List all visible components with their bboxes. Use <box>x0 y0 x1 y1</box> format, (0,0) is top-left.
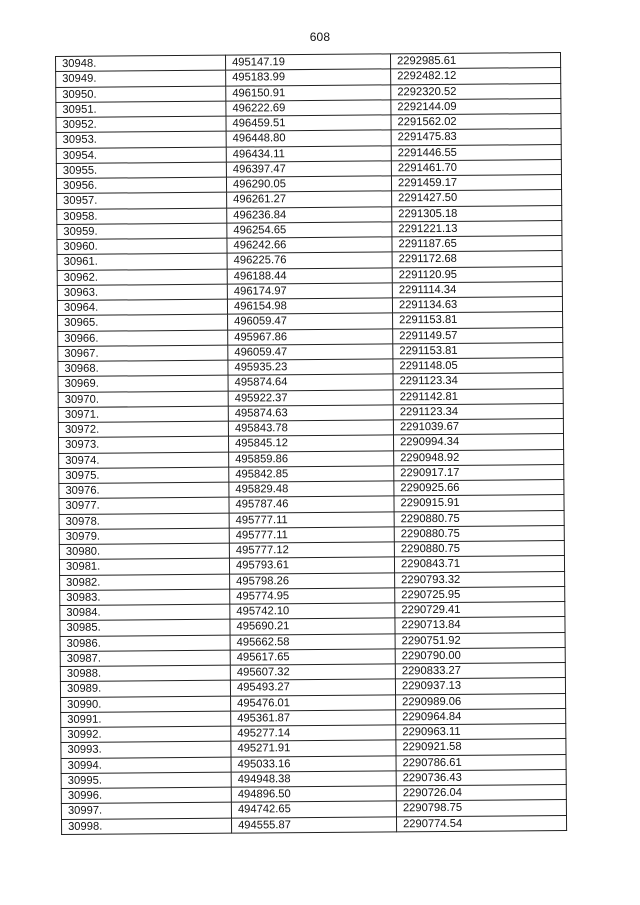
northing-cell: 2290729.41 <box>395 602 565 619</box>
point-number-cell: 30977. <box>59 497 229 514</box>
easting-cell: 495662.58 <box>230 633 395 650</box>
easting-cell: 496236.84 <box>227 206 392 223</box>
easting-cell: 496459.51 <box>226 115 391 132</box>
northing-cell: 2292144.09 <box>391 98 561 115</box>
northing-cell: 2290843.71 <box>394 556 564 573</box>
northing-cell: 2290790.00 <box>395 647 565 664</box>
easting-cell: 496397.47 <box>226 161 391 178</box>
easting-cell: 495033.16 <box>231 755 396 772</box>
easting-cell: 495774.95 <box>230 588 395 605</box>
easting-cell: 496448.80 <box>226 130 391 147</box>
page-number: 608 <box>309 30 331 44</box>
northing-cell: 2291142.81 <box>393 388 563 405</box>
point-number-cell: 30967. <box>58 345 228 362</box>
northing-cell: 2290751.92 <box>395 632 565 649</box>
easting-cell: 495777.12 <box>229 542 394 559</box>
point-number-cell: 30982. <box>60 574 230 591</box>
coordinate-table-container <box>55 52 566 835</box>
easting-cell: 496290.05 <box>226 176 391 193</box>
point-number-cell: 30948. <box>56 55 226 72</box>
easting-cell: 495777.11 <box>229 511 394 528</box>
point-number-cell: 30965. <box>58 314 228 331</box>
easting-cell: 496059.47 <box>228 313 393 330</box>
point-number-cell: 30954. <box>56 147 226 164</box>
easting-cell: 496242.66 <box>227 237 392 254</box>
point-number-cell: 30975. <box>59 467 229 484</box>
point-number-cell: 30994. <box>61 757 231 774</box>
northing-cell: 2291123.34 <box>393 403 563 420</box>
point-number-cell: 30963. <box>57 284 227 301</box>
northing-cell: 2291148.05 <box>393 358 563 375</box>
point-number-cell: 30951. <box>56 101 226 118</box>
point-number-cell: 30987. <box>60 650 230 667</box>
northing-cell: 2291149.57 <box>393 327 563 344</box>
point-number-cell: 30993. <box>61 741 231 758</box>
point-number-cell: 30996. <box>61 787 231 804</box>
northing-cell: 2290917.17 <box>394 464 564 481</box>
easting-cell: 495271.91 <box>231 740 396 757</box>
table-row <box>61 815 566 834</box>
northing-cell: 2290880.75 <box>394 510 564 527</box>
easting-cell: 495798.26 <box>230 572 395 589</box>
easting-cell: 494896.50 <box>231 786 396 803</box>
point-number-cell: 30958. <box>57 208 227 225</box>
point-number-cell: 30949. <box>56 70 226 87</box>
easting-cell: 495476.01 <box>231 694 396 711</box>
point-number-cell: 30968. <box>58 360 228 377</box>
easting-cell: 496222.69 <box>226 100 391 117</box>
northing-cell: 2290948.92 <box>394 449 564 466</box>
easting-cell: 496225.76 <box>227 252 392 269</box>
easting-cell: 494555.87 <box>231 816 396 833</box>
northing-cell: 2291172.68 <box>392 251 562 268</box>
northing-cell: 2290793.32 <box>395 571 565 588</box>
easting-cell: 495277.14 <box>231 725 396 742</box>
easting-cell: 495829.48 <box>229 481 394 498</box>
northing-cell: 2290713.84 <box>395 617 565 634</box>
point-number-cell: 30983. <box>60 589 230 606</box>
easting-cell: 495777.11 <box>229 527 394 544</box>
point-number-cell: 30989. <box>60 680 230 697</box>
northing-cell: 2291475.83 <box>391 129 561 146</box>
easting-cell: 495842.85 <box>229 466 394 483</box>
point-number-cell: 30980. <box>59 543 229 560</box>
easting-cell: 495493.27 <box>230 679 395 696</box>
northing-cell: 2291562.02 <box>391 114 561 131</box>
point-number-cell: 30984. <box>60 604 230 621</box>
point-number-cell: 30966. <box>58 330 228 347</box>
point-number-cell: 30956. <box>56 177 226 194</box>
easting-cell: 495361.87 <box>231 710 396 727</box>
northing-cell: 2290964.84 <box>396 708 566 725</box>
northing-cell: 2291459.17 <box>391 175 561 192</box>
point-number-cell: 30990. <box>61 696 231 713</box>
easting-cell: 495922.37 <box>228 389 393 406</box>
northing-cell: 2291120.95 <box>392 266 562 283</box>
point-number-cell: 30974. <box>59 452 229 469</box>
point-number-cell: 30992. <box>61 726 231 743</box>
point-number-cell: 30960. <box>57 238 227 255</box>
easting-cell: 496150.91 <box>226 84 391 101</box>
point-number-cell: 30973. <box>58 436 228 453</box>
point-number-cell: 30957. <box>57 192 227 209</box>
northing-cell: 2291134.63 <box>392 297 562 314</box>
northing-cell: 2291123.34 <box>393 373 563 390</box>
coordinate-table-body <box>56 53 567 835</box>
northing-cell: 2291187.65 <box>392 236 562 253</box>
point-number-cell: 30969. <box>58 375 228 392</box>
easting-cell: 496174.97 <box>227 283 392 300</box>
point-number-cell: 30991. <box>61 711 231 728</box>
coordinate-table <box>55 52 567 835</box>
easting-cell: 495617.65 <box>230 649 395 666</box>
northing-cell: 2290774.54 <box>396 815 566 832</box>
easting-cell: 494742.65 <box>231 801 396 818</box>
easting-cell: 495147.19 <box>225 54 390 71</box>
easting-cell: 495742.10 <box>230 603 395 620</box>
easting-cell: 495967.86 <box>228 328 393 345</box>
point-number-cell: 30950. <box>56 86 226 103</box>
point-number-cell: 30952. <box>56 116 226 133</box>
northing-cell: 2292320.52 <box>391 83 561 100</box>
point-number-cell: 30953. <box>56 131 226 148</box>
point-number-cell: 30970. <box>58 391 228 408</box>
northing-cell: 2292985.61 <box>390 53 560 70</box>
point-number-cell: 30986. <box>60 635 230 652</box>
northing-cell: 2290915.91 <box>394 495 564 512</box>
easting-cell: 495690.21 <box>230 618 395 635</box>
easting-cell: 495183.99 <box>226 69 391 86</box>
point-number-cell: 30959. <box>57 223 227 240</box>
easting-cell: 496059.47 <box>228 344 393 361</box>
easting-cell: 496154.98 <box>227 298 392 315</box>
point-number-cell: 30955. <box>56 162 226 179</box>
northing-cell: 2290994.34 <box>393 434 563 451</box>
point-number-cell: 30985. <box>60 619 230 636</box>
point-number-cell: 30971. <box>58 406 228 423</box>
easting-cell: 494948.38 <box>231 771 396 788</box>
easting-cell: 495793.61 <box>229 557 394 574</box>
easting-cell: 495935.23 <box>228 359 393 376</box>
northing-cell: 2290989.06 <box>396 693 566 710</box>
easting-cell: 496434.11 <box>226 145 391 162</box>
easting-cell: 495874.64 <box>228 374 393 391</box>
point-number-cell: 30979. <box>59 528 229 545</box>
easting-cell: 495874.63 <box>228 405 393 422</box>
easting-cell: 496261.27 <box>227 191 392 208</box>
easting-cell: 495859.86 <box>229 450 394 467</box>
northing-cell: 2291153.81 <box>393 342 563 359</box>
easting-cell: 495845.12 <box>228 435 393 452</box>
point-number-cell: 30997. <box>61 802 231 819</box>
point-number-cell: 30988. <box>60 665 230 682</box>
point-number-cell: 30964. <box>57 299 227 316</box>
northing-cell: 2290786.61 <box>396 754 566 771</box>
northing-cell: 2290925.66 <box>394 480 564 497</box>
northing-cell: 2290798.75 <box>396 800 566 817</box>
point-number-cell: 30961. <box>57 253 227 270</box>
northing-cell: 2291427.50 <box>392 190 562 207</box>
point-number-cell: 30976. <box>59 482 229 499</box>
northing-cell: 2290736.43 <box>396 769 566 786</box>
point-number-cell: 30978. <box>59 513 229 530</box>
northing-cell: 2291153.81 <box>393 312 563 329</box>
northing-cell: 2291221.13 <box>392 220 562 237</box>
northing-cell: 2290937.13 <box>395 678 565 695</box>
northing-cell: 2291114.34 <box>392 281 562 298</box>
northing-cell: 2290921.58 <box>396 739 566 756</box>
point-number-cell: 30998. <box>61 818 231 835</box>
point-number-cell: 30972. <box>58 421 228 438</box>
easting-cell: 496254.65 <box>227 222 392 239</box>
easting-cell: 495607.32 <box>230 664 395 681</box>
easting-cell: 495843.78 <box>228 420 393 437</box>
northing-cell: 2291461.70 <box>391 159 561 176</box>
northing-cell: 2290880.75 <box>394 525 564 542</box>
point-number-cell: 30995. <box>61 772 231 789</box>
northing-cell: 2291305.18 <box>392 205 562 222</box>
northing-cell: 2290725.95 <box>395 586 565 603</box>
northing-cell: 2290880.75 <box>394 541 564 558</box>
northing-cell: 2292482.12 <box>391 68 561 85</box>
northing-cell: 2290963.11 <box>396 724 566 741</box>
easting-cell: 496188.44 <box>227 267 392 284</box>
point-number-cell: 30962. <box>57 269 227 286</box>
northing-cell: 2291039.67 <box>393 419 563 436</box>
point-number-cell: 30981. <box>59 558 229 575</box>
easting-cell: 495787.46 <box>229 496 394 513</box>
northing-cell: 2291446.55 <box>391 144 561 161</box>
northing-cell: 2290833.27 <box>395 663 565 680</box>
northing-cell: 2290726.04 <box>396 785 566 802</box>
